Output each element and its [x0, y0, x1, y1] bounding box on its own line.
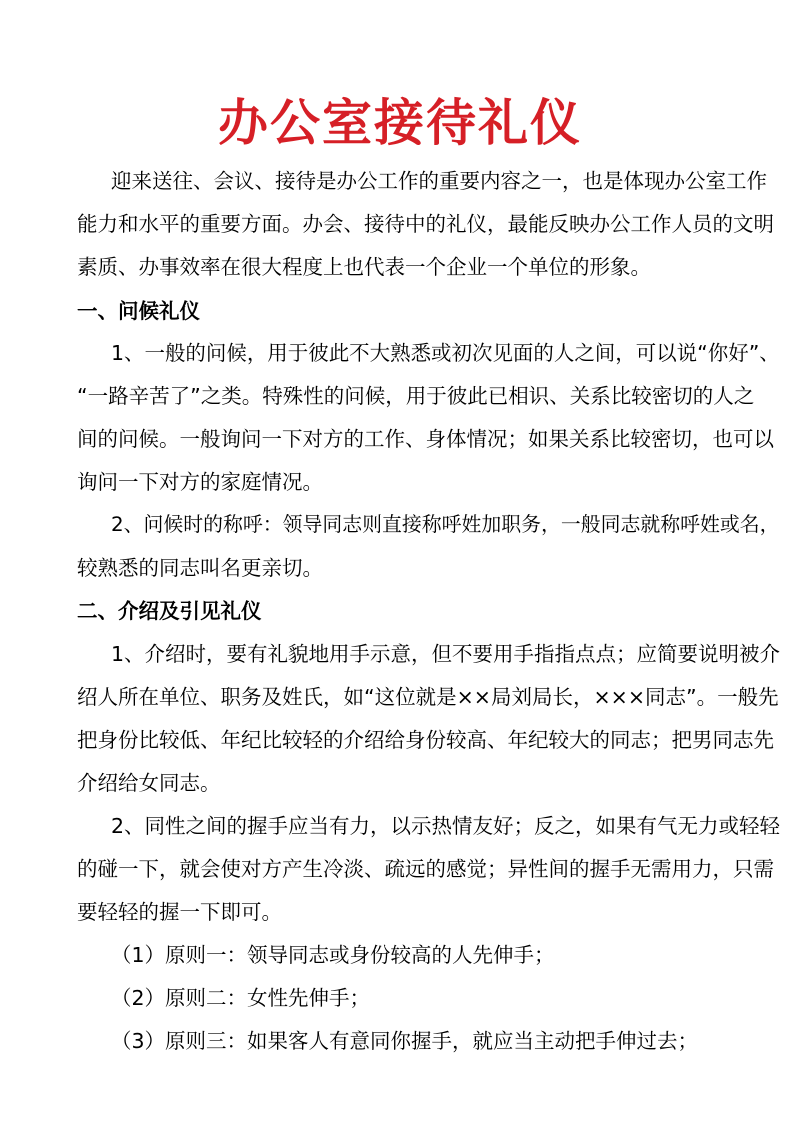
section2-p1-line-2: 绍人所在单位、职务及姓氏，如“这位就是××局刘局长，×××同志”。一般先	[77, 685, 779, 709]
section-heading-greeting: 一、问候礼仪	[77, 299, 200, 323]
handshake-rule-1: （1）原则一：领导同志或身份较高的人先伸手；	[111, 943, 555, 967]
section1-p2-line-1: 2、问候时的称呼：领导同志则直接称呼姓加职务，一般同志就称呼姓或名，	[111, 513, 780, 536]
section2-p1-line-1: 1、介绍时，要有礼貌地用手示意，但不要用手指指点点；应简要说明被介	[111, 642, 781, 666]
section1-p1-line-3: 间的问候。一般询问一下对方的工作、身体情况；如果关系比较密切，也可以	[77, 427, 774, 451]
section1-p1-line-1: 1、一般的问候，用于彼此不大熟悉或初次见面的人之间，可以说“你好”、	[111, 341, 780, 365]
handshake-rule-2: （2）原则二：女性先伸手；	[111, 986, 371, 1010]
section-heading-introduction: 二、介绍及引见礼仪	[77, 599, 262, 623]
intro-line-1: 迎来送往、会议、接待是办公工作的重要内容之一，也是体现办公室工作	[111, 169, 767, 193]
section2-p2-line-3: 要轻轻的握一下即可。	[77, 900, 282, 924]
section2-p2-line-2: 的碰一下，就会使对方产生冷淡、疏远的感觉；异性间的握手无需用力，只需	[77, 857, 774, 881]
handshake-rule-3: （3）原则三：如果客人有意同你握手，就应当主动把手伸过去；	[111, 1029, 699, 1053]
intro-line-2: 能力和水平的重要方面。办会、接待中的礼仪，最能反映办公工作人员的文明	[77, 212, 774, 236]
document-title: 办公室接待礼仪	[218, 94, 582, 152]
section1-p2-line-2: 较熟悉的同志叫名更亲切。	[77, 556, 323, 580]
section1-p1-line-4: 询问一下对方的家庭情况。	[77, 470, 323, 494]
section1-p1-line-2: “一路辛苦了”之类。特殊性的问候，用于彼此已相识、关系比较密切的人之	[77, 384, 755, 408]
section2-p1-line-3: 把身份比较低、年纪比较轻的介绍给身份较高、年纪较大的同志；把男同志先	[77, 728, 774, 752]
intro-line-3: 素质、办事效率在很大程度上也代表一个企业一个单位的形象。	[77, 255, 651, 279]
section2-p1-line-4: 介绍给女同志。	[77, 771, 221, 795]
section2-p2-line-1: 2、同性之间的握手应当有力，以示热情友好；反之，如果有气无力或轻轻	[111, 814, 781, 838]
